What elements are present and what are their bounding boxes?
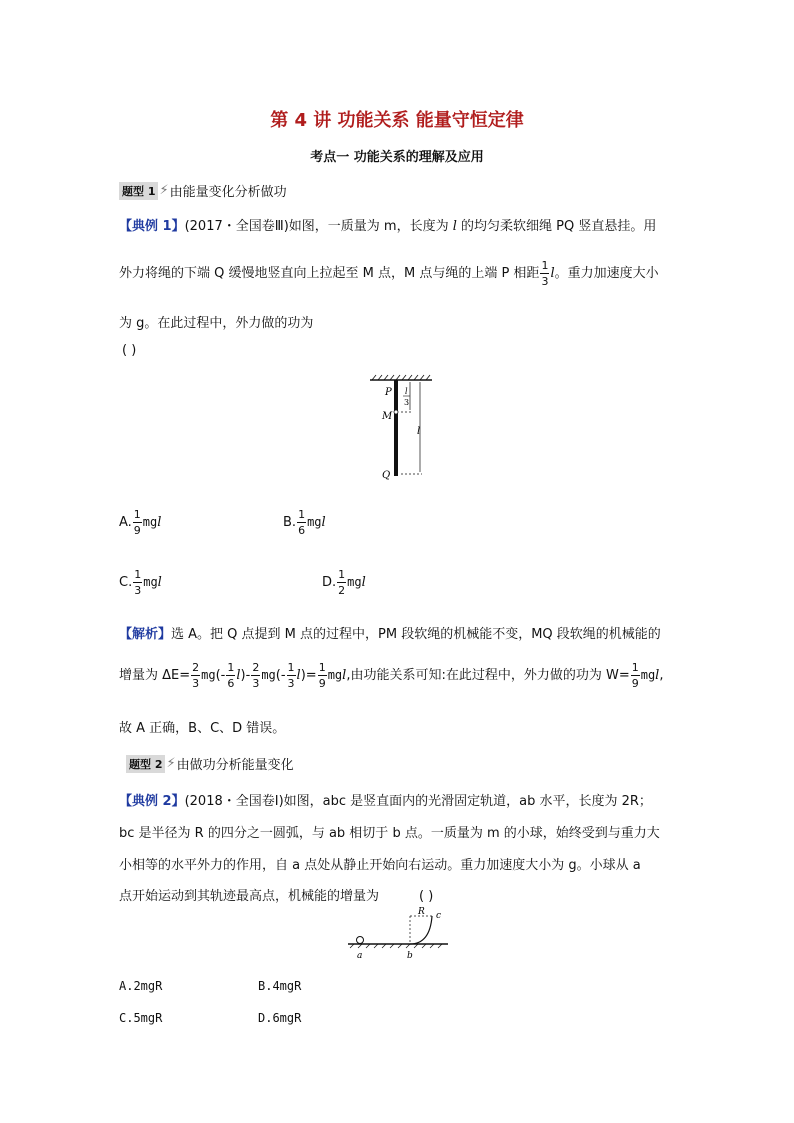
ex2-line1: 【典例 2】(2018・全国卷Ⅰ)如图，abc 是竖直面内的光滑固定轨道，ab 水平，长度为 2R； <box>119 794 652 809</box>
fraction: $\frac{1}{2}$ <box>338 568 346 597</box>
ex1-answer-paren: ( ) <box>122 343 137 358</box>
type2-title: 由做功分析能量变化 <box>176 758 294 773</box>
ball <box>357 937 364 944</box>
ex1-line1 <box>119 215 656 234</box>
ex1-source: (2017・全国卷Ⅲ) <box>184 219 289 234</box>
point-m-marker <box>394 410 398 414</box>
label-p: P <box>385 387 392 398</box>
ex2-source: (2018・全国卷Ⅰ) <box>184 794 284 809</box>
ex2-option-a: A.2mgR <box>119 979 163 993</box>
ex2-option-d: D.6mgR <box>258 1011 302 1025</box>
ex2-line4: 点开始运动到其轨迹最高点，机械能的增量为 ( ) <box>119 889 434 904</box>
page-title: 第 4 讲 功能关系 能量守恒定律 <box>270 110 524 131</box>
option-c: C. $\frac{1}{3}$ mgl <box>119 568 162 597</box>
analysis-line3: 故 A 正确，B、C、D 错误。 <box>119 721 286 736</box>
label-l-over: l <box>405 387 408 396</box>
ex2-option-c: C.5mgR <box>119 1011 163 1025</box>
label-three: 3 <box>404 398 410 407</box>
analysis-label: 【解析】 <box>119 627 172 642</box>
type1-tag: 题型 1 <box>119 182 158 200</box>
ex2-label: 【典例 2】 <box>119 794 185 809</box>
ex1-label: 【典例 1】 <box>119 219 185 234</box>
label-l: l <box>417 426 421 437</box>
length-symbol: l <box>452 219 457 234</box>
section-title: 考点一 功能关系的理解及应用 <box>310 150 484 165</box>
label-r: R <box>418 907 425 917</box>
type2-tag: 题型 2 <box>126 755 165 773</box>
ex1-text: 外力将绳的下端 Q 缓慢地竖直向上拉起至 M 点，M 点与绳的上端 P 相距 <box>119 266 540 281</box>
ex1-text: 的均匀柔软细绳 PQ 竖直悬挂。用 <box>456 219 657 234</box>
option-a: A. $\frac{1}{9}$ mgl <box>119 508 162 537</box>
analysis-line1: 【解析】选 A。把 Q 点提到 M 点的过程中，PM 段软绳的机械能不变，MQ 段软绳的机械能的 <box>119 627 661 642</box>
rope <box>394 380 398 476</box>
fraction: $\frac{1}{6}$ <box>298 508 306 537</box>
type1-header <box>119 181 287 200</box>
ex1-text: 如图，一质量为 m，长度为 <box>288 219 453 234</box>
ex2-line2: bc 是半径为 R 的四分之一圆弧，与 ab 相切于 b 点。一质量为 m 的小球，始终受到与重力大 <box>119 826 660 841</box>
lightning-icon: ⚡ <box>166 756 176 771</box>
label-m: M <box>382 411 393 422</box>
option-b: B. $\frac{1}{6}$ mgl <box>283 508 326 537</box>
ex1-line2 <box>119 260 659 287</box>
label-b: b <box>407 951 413 961</box>
ex2-answer-paren: ( ) <box>419 889 434 904</box>
analysis-line2: 增量为 ΔE= $\frac{2}{3}$ mg(- $\frac{1}{6}$ l)- $\frac{2}{3}$ mg(- $\frac{1}{3}$ l)= $\frac{1}{9}$ mgl,由功能关系可知:在此过程中，外力做的功为 W= $\frac{1}{9}$ mgl, <box>119 661 664 690</box>
label-c: c <box>436 911 442 921</box>
type2-header <box>126 754 294 773</box>
label-a: a <box>357 951 363 961</box>
ex2-line3: 小相等的水平外力的作用，自 a 点处从静止开始向右运动。重力加速度大小为 g。小球从 a <box>119 858 641 873</box>
arc-track <box>410 916 432 944</box>
ex1-text: 。重力加速度大小 <box>554 266 659 281</box>
fraction: $\frac{1}{3}$ <box>134 568 142 597</box>
option-d: D. $\frac{1}{2}$ mgl <box>322 568 366 597</box>
ex2-option-b: B.4mgR <box>258 979 302 993</box>
label-q: Q <box>382 470 391 481</box>
length-symbol: l <box>550 266 555 281</box>
track-figure <box>344 906 464 962</box>
fraction: $\frac{1}{3}$ <box>541 259 549 288</box>
type1-title: 由能量变化分析做功 <box>169 185 287 200</box>
fraction: $\frac{1}{9}$ <box>133 508 141 537</box>
lightning-icon: ⚡ <box>159 183 169 198</box>
ex1-line3: 为 g。在此过程中，外力做的功为 <box>119 316 314 331</box>
rope-figure <box>360 374 440 484</box>
